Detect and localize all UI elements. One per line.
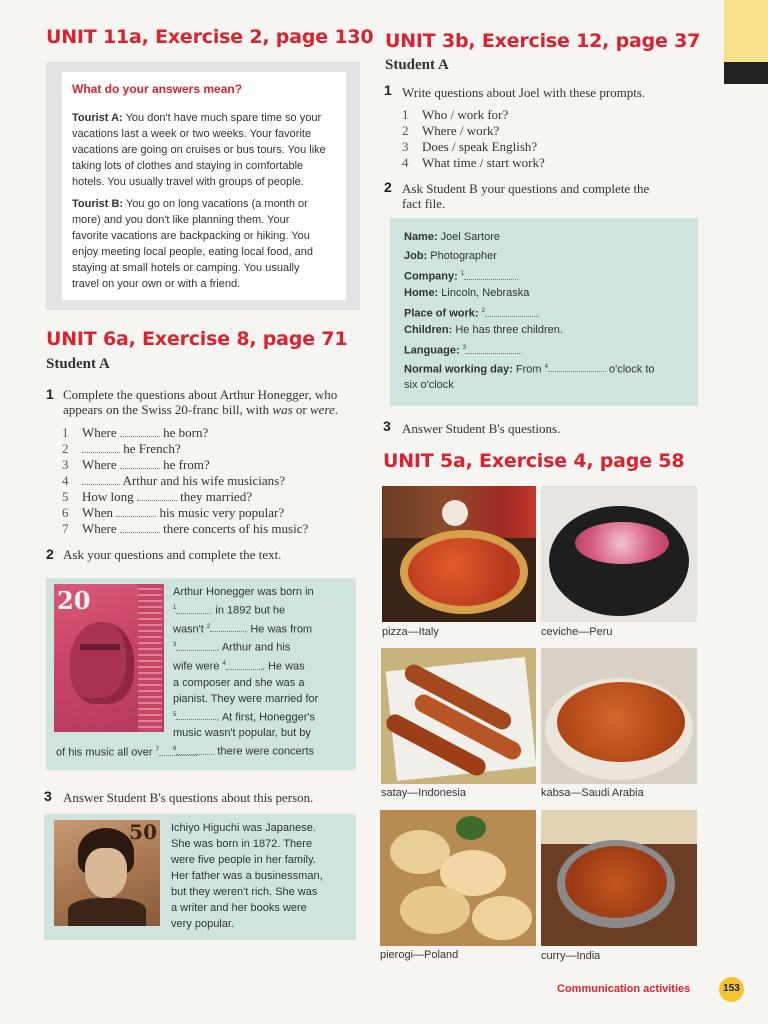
list-item: 2 Where / work? (402, 123, 500, 138)
joel-prompts-list (402, 107, 702, 171)
answers-box-title: What do your answers mean? (72, 82, 243, 96)
unit6-ex3-instruction: Answer Student B's questions about this person. (63, 790, 314, 805)
unit11-heading: UNIT 11a, Exercise 2, page 130 (46, 26, 374, 48)
list-item: 1 Where he born? (62, 425, 209, 440)
joel-fact-file (390, 218, 698, 406)
answer-blank[interactable] (464, 270, 518, 280)
answer-blank[interactable] (159, 746, 195, 756)
unit5-heading: UNIT 5a, Exercise 4, page 58 (383, 450, 685, 472)
list-item: 5 How long they married? (62, 489, 252, 504)
list-item: 7 Where there concerts of his music? (62, 521, 309, 536)
list-item: 2 he French? (62, 441, 181, 456)
fact-place-of-work: Place of work: $^2$ (404, 302, 694, 321)
honegger-questions-list (62, 425, 362, 537)
unit6-ex2-instruction: Ask your questions and complete the text. (63, 547, 282, 562)
unit3-ex3-number: 3 (383, 418, 391, 434)
honegger-text: Arthur Honegger was born in $^1$ in 1892 but he wasn't $^2$ . He was from $^3$ . Arthur and his wife were $^4$ . He was a composer and she was a pianist. They were married for $^5$ . At first, Honegger's music wasn't popular, but by $^6$ there were concerts (173, 586, 319, 758)
pierogi-photo (380, 810, 536, 946)
swiss-banknote-image (54, 584, 164, 732)
answer-blank[interactable] (210, 622, 244, 632)
satay-photo (381, 648, 536, 784)
list-item: 6 When his music very popular? (62, 505, 285, 520)
fact-name: Name: Joel Sartore (404, 231, 500, 243)
banknote-value: 20 (57, 586, 91, 615)
fact-language: Language: $^3$ (404, 339, 694, 358)
unit3-ex2-number: 2 (384, 179, 392, 195)
answers-meaning-box (46, 62, 360, 310)
edge-tab-yellow (724, 0, 768, 62)
answer-blank[interactable] (176, 604, 212, 614)
unit3-ex3-instruction: Answer Student B's questions. (402, 421, 561, 436)
answer-blank[interactable] (485, 307, 539, 317)
fact-working-day-end: six o'clock (404, 379, 454, 391)
fact-home: Home: Lincoln, Nebraska (404, 286, 530, 299)
answer-blank[interactable] (137, 491, 177, 501)
answer-blank[interactable] (120, 523, 160, 533)
curry-photo (541, 810, 697, 946)
page-number: 153 (723, 983, 740, 994)
answer-blank[interactable] (82, 443, 120, 453)
tourist-a-text: Tourist A: You don't have much spare time so your vacations last a week or two weeks. Your favorite vacations are going on cruises or bus tours. You like taking lots of clothes and staying in comfortable hotels. You usually travel with groups of people. (72, 112, 326, 188)
fact-children: Children: He has three children. (404, 323, 563, 336)
higuchi-text: Ichiyo Higuchi was Japanese. She was born in 1872. There were five people in her family. Her father was a businessman, but they weren't rich. She was a writer and her books were very popular. (171, 822, 323, 930)
unit3-ex2-instruction: Ask Student B your questions and complete the fact file. (402, 181, 650, 211)
footer-section-title: Communication activities (557, 983, 691, 995)
list-item: 3 Does / speak English? (402, 139, 538, 154)
answer-blank[interactable] (176, 710, 216, 720)
list-item: 4 Arthur and his wife musicians? (62, 473, 285, 488)
list-item: 3 Where he from? (62, 457, 210, 472)
unit6-ex1-number: 1 (46, 386, 54, 402)
answer-blank[interactable] (548, 362, 606, 372)
unit3-ex1-number: 1 (384, 82, 392, 98)
food-caption: curry—India (541, 950, 601, 962)
unit6-ex2-number: 2 (46, 546, 54, 562)
answer-blank[interactable] (466, 344, 522, 354)
tourist-b-label: Tourist B: (72, 198, 124, 210)
list-item: 1 Who / work for? (402, 107, 509, 122)
answer-blank[interactable] (120, 427, 160, 437)
pizza-photo (382, 486, 536, 622)
ceviche-photo (541, 486, 697, 622)
unit3-heading: UNIT 3b, Exercise 12, page 37 (385, 30, 701, 52)
unit6-heading: UNIT 6a, Exercise 8, page 71 (46, 328, 348, 350)
answer-blank[interactable] (116, 507, 156, 517)
food-caption: kabsa—Saudi Arabia (541, 787, 644, 799)
list-item: 4 What time / start work? (402, 155, 545, 170)
answer-blank[interactable] (176, 641, 216, 651)
food-caption: pizza—Italy (382, 626, 439, 638)
unit6-ex3-number: 3 (44, 788, 52, 804)
yen-note-value: 50 (129, 820, 157, 844)
fact-job: Job: Photographer (404, 249, 497, 262)
unit6-student-label: Student A (46, 356, 110, 372)
unit3-student-label: Student A (385, 57, 449, 73)
answer-blank[interactable] (226, 660, 262, 670)
food-caption: ceviche—Peru (541, 626, 613, 638)
tourist-b-text: Tourist B: You go on long vacations (a month or more) and you don't like planning them. Your favorite vacations are backpacking or hiking. You enjoy meeting local people, eating local food, and staying at small hotels or camping. You usually travel on your own or with a friend. (72, 198, 313, 290)
food-caption: satay—Indonesia (381, 787, 466, 799)
unit3-ex1-instruction: Write questions about Joel with these prompts. (402, 85, 646, 100)
yen-banknote-image (54, 820, 160, 926)
tourist-a-label: Tourist A: (72, 112, 123, 124)
fact-working-day: Normal working day: From $^4$ o'clock to (404, 363, 655, 376)
edge-tab-dark (724, 62, 768, 84)
unit6-ex1-instruction: Complete the questions about Arthur Honegger, who appears on the Swiss 20-franc bill, with was or were. (63, 387, 339, 417)
food-caption: pierogi—Poland (380, 949, 459, 961)
answer-blank[interactable] (82, 475, 120, 485)
kabsa-photo (541, 648, 697, 784)
answer-blank[interactable] (120, 459, 160, 469)
honegger-last-line: of his music all over $^7$ . (56, 746, 199, 759)
fact-company: Company: $^1$ (404, 265, 694, 284)
